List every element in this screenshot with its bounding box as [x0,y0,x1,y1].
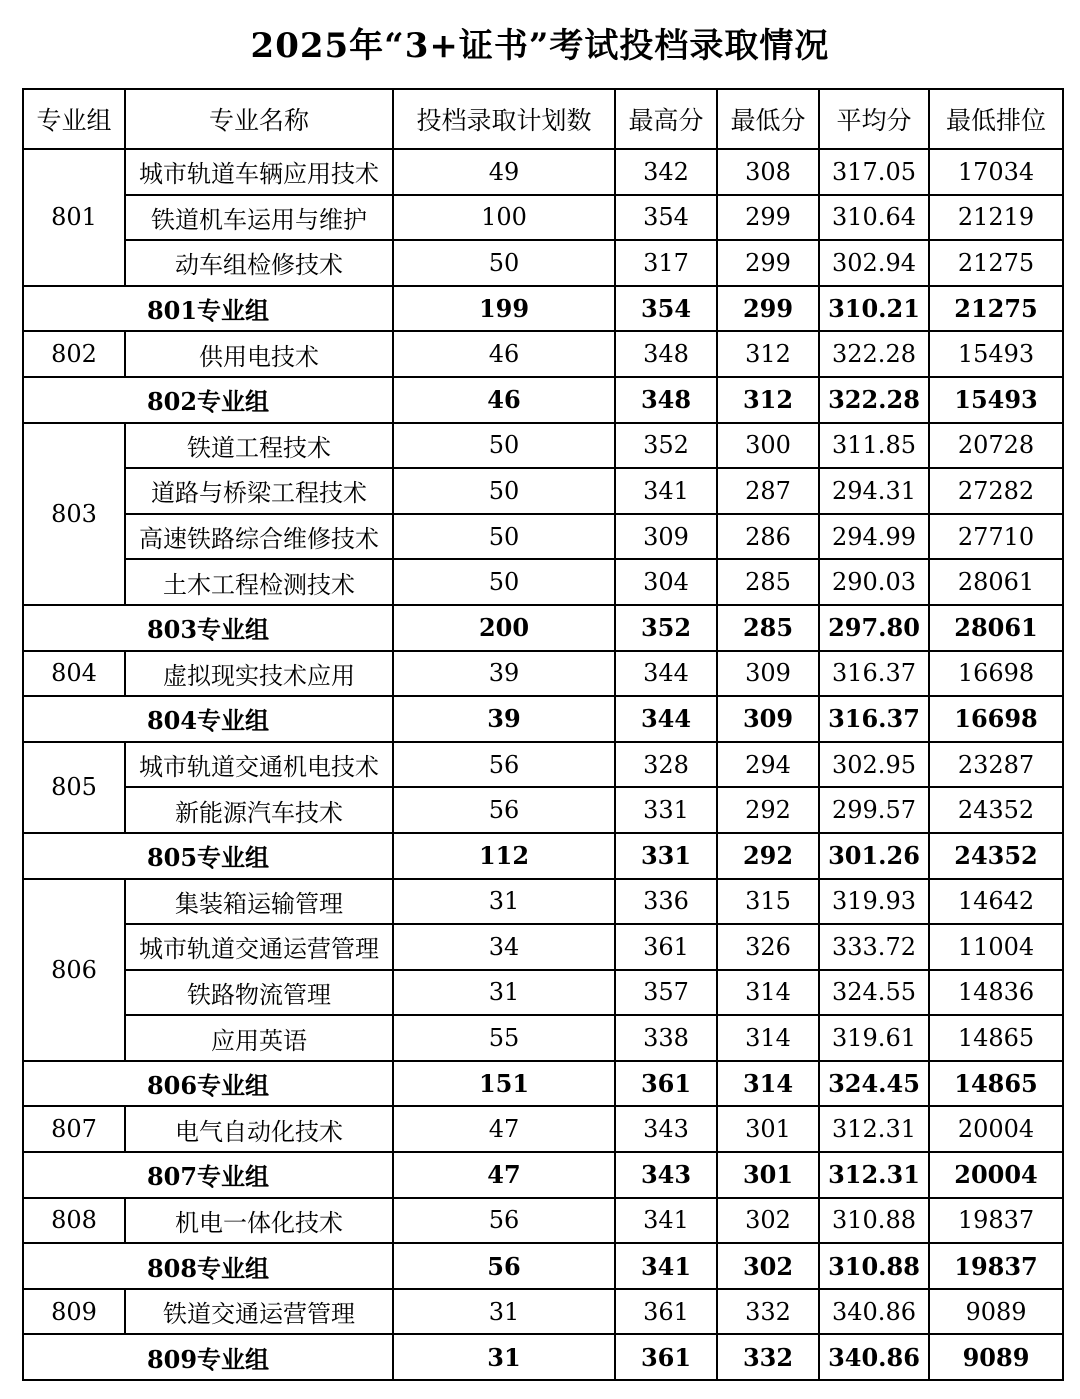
cell-plan: 31 [393,1289,615,1335]
cell-rank: 9089 [929,1289,1063,1335]
cell-plan: 50 [393,468,615,514]
cell-plan: 49 [393,149,615,195]
cell-rank: 20004 [929,1106,1063,1152]
subtotal-plan: 39 [393,696,615,742]
major-name: 道路与桥梁工程技术 [125,468,393,514]
subtotal-row [23,1152,1063,1198]
cell-min: 299 [717,240,819,286]
cell-min: 332 [717,1289,819,1335]
subtotal-row [23,696,1063,742]
cell-max: 343 [615,1106,717,1152]
header-row [23,89,1063,149]
cell-min: 301 [717,1106,819,1152]
cell-max: 309 [615,514,717,560]
cell-rank: 16698 [929,651,1063,697]
subtotal-label: 802专业组 [23,377,393,423]
cell-max: 361 [615,1289,717,1335]
table-row [23,1198,1063,1244]
cell-plan: 56 [393,1198,615,1244]
cell-min: 300 [717,423,819,469]
major-name: 机电一体化技术 [125,1198,393,1244]
cell-rank: 28061 [929,559,1063,605]
cell-min: 314 [717,1015,819,1061]
table-row [23,514,1063,560]
cell-min: 312 [717,331,819,377]
cell-plan: 50 [393,559,615,605]
cell-rank: 20728 [929,423,1063,469]
cell-min: 309 [717,651,819,697]
cell-rank: 24352 [929,787,1063,833]
subtotal-max: 331 [615,833,717,879]
subtotal-max: 352 [615,605,717,651]
cell-avg: 294.31 [819,468,929,514]
subtotal-row [23,377,1063,423]
group-code: 807 [23,1106,125,1152]
group-code: 805 [23,742,125,833]
group-code: 804 [23,651,125,697]
header-plan: 投档录取计划数 [393,89,615,149]
major-name: 集装箱运输管理 [125,879,393,925]
cell-avg: 333.72 [819,924,929,970]
subtotal-avg: 310.88 [819,1243,929,1289]
major-name: 电气自动化技术 [125,1106,393,1152]
cell-avg: 299.57 [819,787,929,833]
cell-max: 348 [615,331,717,377]
cell-max: 342 [615,149,717,195]
table-row [23,924,1063,970]
cell-max: 331 [615,787,717,833]
cell-rank: 27710 [929,514,1063,560]
major-name: 虚拟现实技术应用 [125,651,393,697]
cell-max: 338 [615,1015,717,1061]
major-name: 高速铁路综合维修技术 [125,514,393,560]
subtotal-max: 361 [615,1334,717,1380]
table-row [23,787,1063,833]
subtotal-max: 348 [615,377,717,423]
subtotal-plan: 31 [393,1334,615,1380]
major-name: 铁道交通运营管理 [125,1289,393,1335]
subtotal-avg: 322.28 [819,377,929,423]
subtotal-plan: 199 [393,286,615,332]
cell-rank: 14642 [929,879,1063,925]
subtotal-plan: 46 [393,377,615,423]
cell-min: 292 [717,787,819,833]
subtotal-rank: 24352 [929,833,1063,879]
table-row [23,240,1063,286]
subtotal-avg: 324.45 [819,1061,929,1107]
subtotal-plan: 200 [393,605,615,651]
cell-plan: 56 [393,742,615,788]
cell-max: 354 [615,195,717,241]
cell-plan: 47 [393,1106,615,1152]
subtotal-label: 803专业组 [23,605,393,651]
subtotal-label: 801专业组 [23,286,393,332]
cell-avg: 312.31 [819,1106,929,1152]
cell-max: 341 [615,468,717,514]
page-title: 2025年“3+证书”考试投档录取情况 [250,26,830,66]
header-group: 专业组 [23,89,125,149]
subtotal-avg: 301.26 [819,833,929,879]
cell-max: 344 [615,651,717,697]
subtotal-rank: 15493 [929,377,1063,423]
cell-max: 336 [615,879,717,925]
table-row [23,1289,1063,1335]
cell-plan: 55 [393,1015,615,1061]
table-row [23,195,1063,241]
subtotal-plan: 112 [393,833,615,879]
subtotal-max: 344 [615,696,717,742]
cell-min: 286 [717,514,819,560]
subtotal-row [23,1243,1063,1289]
table-row [23,1106,1063,1152]
header-max: 最高分 [615,89,717,149]
cell-min: 315 [717,879,819,925]
cell-plan: 46 [393,331,615,377]
cell-avg: 319.93 [819,879,929,925]
subtotal-min: 292 [717,833,819,879]
subtotal-avg: 316.37 [819,696,929,742]
subtotal-min: 302 [717,1243,819,1289]
subtotal-rank: 19837 [929,1243,1063,1289]
cell-avg: 316.37 [819,651,929,697]
subtotal-label: 804专业组 [23,696,393,742]
major-name: 城市轨道交通运营管理 [125,924,393,970]
cell-max: 304 [615,559,717,605]
cell-plan: 56 [393,787,615,833]
cell-avg: 294.99 [819,514,929,560]
cell-avg: 324.55 [819,970,929,1016]
subtotal-avg: 312.31 [819,1152,929,1198]
cell-rank: 11004 [929,924,1063,970]
table-row [23,423,1063,469]
subtotal-plan: 47 [393,1152,615,1198]
cell-avg: 317.05 [819,149,929,195]
table-row [23,1015,1063,1061]
cell-min: 294 [717,742,819,788]
header-name: 专业名称 [125,89,393,149]
group-code: 808 [23,1198,125,1244]
subtotal-avg: 340.86 [819,1334,929,1380]
subtotal-rank: 9089 [929,1334,1063,1380]
subtotal-plan: 151 [393,1061,615,1107]
subtotal-max: 354 [615,286,717,332]
cell-plan: 100 [393,195,615,241]
cell-plan: 31 [393,879,615,925]
subtotal-min: 312 [717,377,819,423]
table-row [23,331,1063,377]
cell-rank: 19837 [929,1198,1063,1244]
table-row [23,651,1063,697]
cell-avg: 322.28 [819,331,929,377]
cell-avg: 302.94 [819,240,929,286]
cell-min: 287 [717,468,819,514]
table-row [23,468,1063,514]
cell-min: 299 [717,195,819,241]
cell-avg: 310.64 [819,195,929,241]
cell-plan: 31 [393,970,615,1016]
cell-avg: 311.85 [819,423,929,469]
cell-plan: 50 [393,423,615,469]
subtotal-label: 807专业组 [23,1152,393,1198]
cell-max: 352 [615,423,717,469]
cell-max: 341 [615,1198,717,1244]
subtotal-row [23,286,1063,332]
subtotal-row [23,605,1063,651]
group-code: 809 [23,1289,125,1335]
group-code: 803 [23,423,125,605]
cell-rank: 14865 [929,1015,1063,1061]
major-name: 铁道工程技术 [125,423,393,469]
cell-rank: 17034 [929,149,1063,195]
cell-rank: 14836 [929,970,1063,1016]
group-code: 802 [23,331,125,377]
admission-table [22,88,1064,1381]
subtotal-rank: 21275 [929,286,1063,332]
cell-min: 326 [717,924,819,970]
cell-rank: 27282 [929,468,1063,514]
subtotal-max: 361 [615,1061,717,1107]
cell-min: 314 [717,970,819,1016]
subtotal-row [23,1334,1063,1380]
cell-plan: 39 [393,651,615,697]
subtotal-label: 808专业组 [23,1243,393,1289]
header-min: 最低分 [717,89,819,149]
subtotal-min: 299 [717,286,819,332]
table-body [23,149,1063,1380]
major-name: 应用英语 [125,1015,393,1061]
cell-max: 361 [615,924,717,970]
major-name: 铁路物流管理 [125,970,393,1016]
table-row [23,970,1063,1016]
subtotal-rank: 14865 [929,1061,1063,1107]
subtotal-min: 314 [717,1061,819,1107]
subtotal-avg: 310.21 [819,286,929,332]
major-name: 城市轨道交通机电技术 [125,742,393,788]
cell-min: 302 [717,1198,819,1244]
subtotal-rank: 28061 [929,605,1063,651]
subtotal-min: 285 [717,605,819,651]
cell-avg: 290.03 [819,559,929,605]
table-row [23,559,1063,605]
major-name: 动车组检修技术 [125,240,393,286]
header-avg: 平均分 [819,89,929,149]
subtotal-max: 341 [615,1243,717,1289]
subtotal-plan: 56 [393,1243,615,1289]
cell-avg: 319.61 [819,1015,929,1061]
table-row [23,742,1063,788]
cell-min: 308 [717,149,819,195]
cell-rank: 23287 [929,742,1063,788]
subtotal-label: 805专业组 [23,833,393,879]
major-name: 供用电技术 [125,331,393,377]
major-name: 城市轨道车辆应用技术 [125,149,393,195]
subtotal-label: 806专业组 [23,1061,393,1107]
cell-min: 285 [717,559,819,605]
cell-avg: 340.86 [819,1289,929,1335]
subtotal-row [23,833,1063,879]
cell-rank: 21219 [929,195,1063,241]
subtotal-row [23,1061,1063,1107]
subtotal-avg: 297.80 [819,605,929,651]
cell-plan: 34 [393,924,615,970]
subtotal-min: 301 [717,1152,819,1198]
group-code: 806 [23,879,125,1061]
subtotal-label: 809专业组 [23,1334,393,1380]
cell-avg: 302.95 [819,742,929,788]
table-row [23,149,1063,195]
cell-max: 328 [615,742,717,788]
major-name: 土木工程检测技术 [125,559,393,605]
subtotal-min: 332 [717,1334,819,1380]
cell-max: 357 [615,970,717,1016]
cell-max: 317 [615,240,717,286]
subtotal-rank: 20004 [929,1152,1063,1198]
table-row [23,879,1063,925]
subtotal-rank: 16698 [929,696,1063,742]
header-rank: 最低排位 [929,89,1063,149]
cell-plan: 50 [393,240,615,286]
cell-rank: 15493 [929,331,1063,377]
subtotal-min: 309 [717,696,819,742]
cell-rank: 21275 [929,240,1063,286]
group-code: 801 [23,149,125,286]
subtotal-max: 343 [615,1152,717,1198]
cell-plan: 50 [393,514,615,560]
major-name: 新能源汽车技术 [125,787,393,833]
cell-avg: 310.88 [819,1198,929,1244]
major-name: 铁道机车运用与维护 [125,195,393,241]
